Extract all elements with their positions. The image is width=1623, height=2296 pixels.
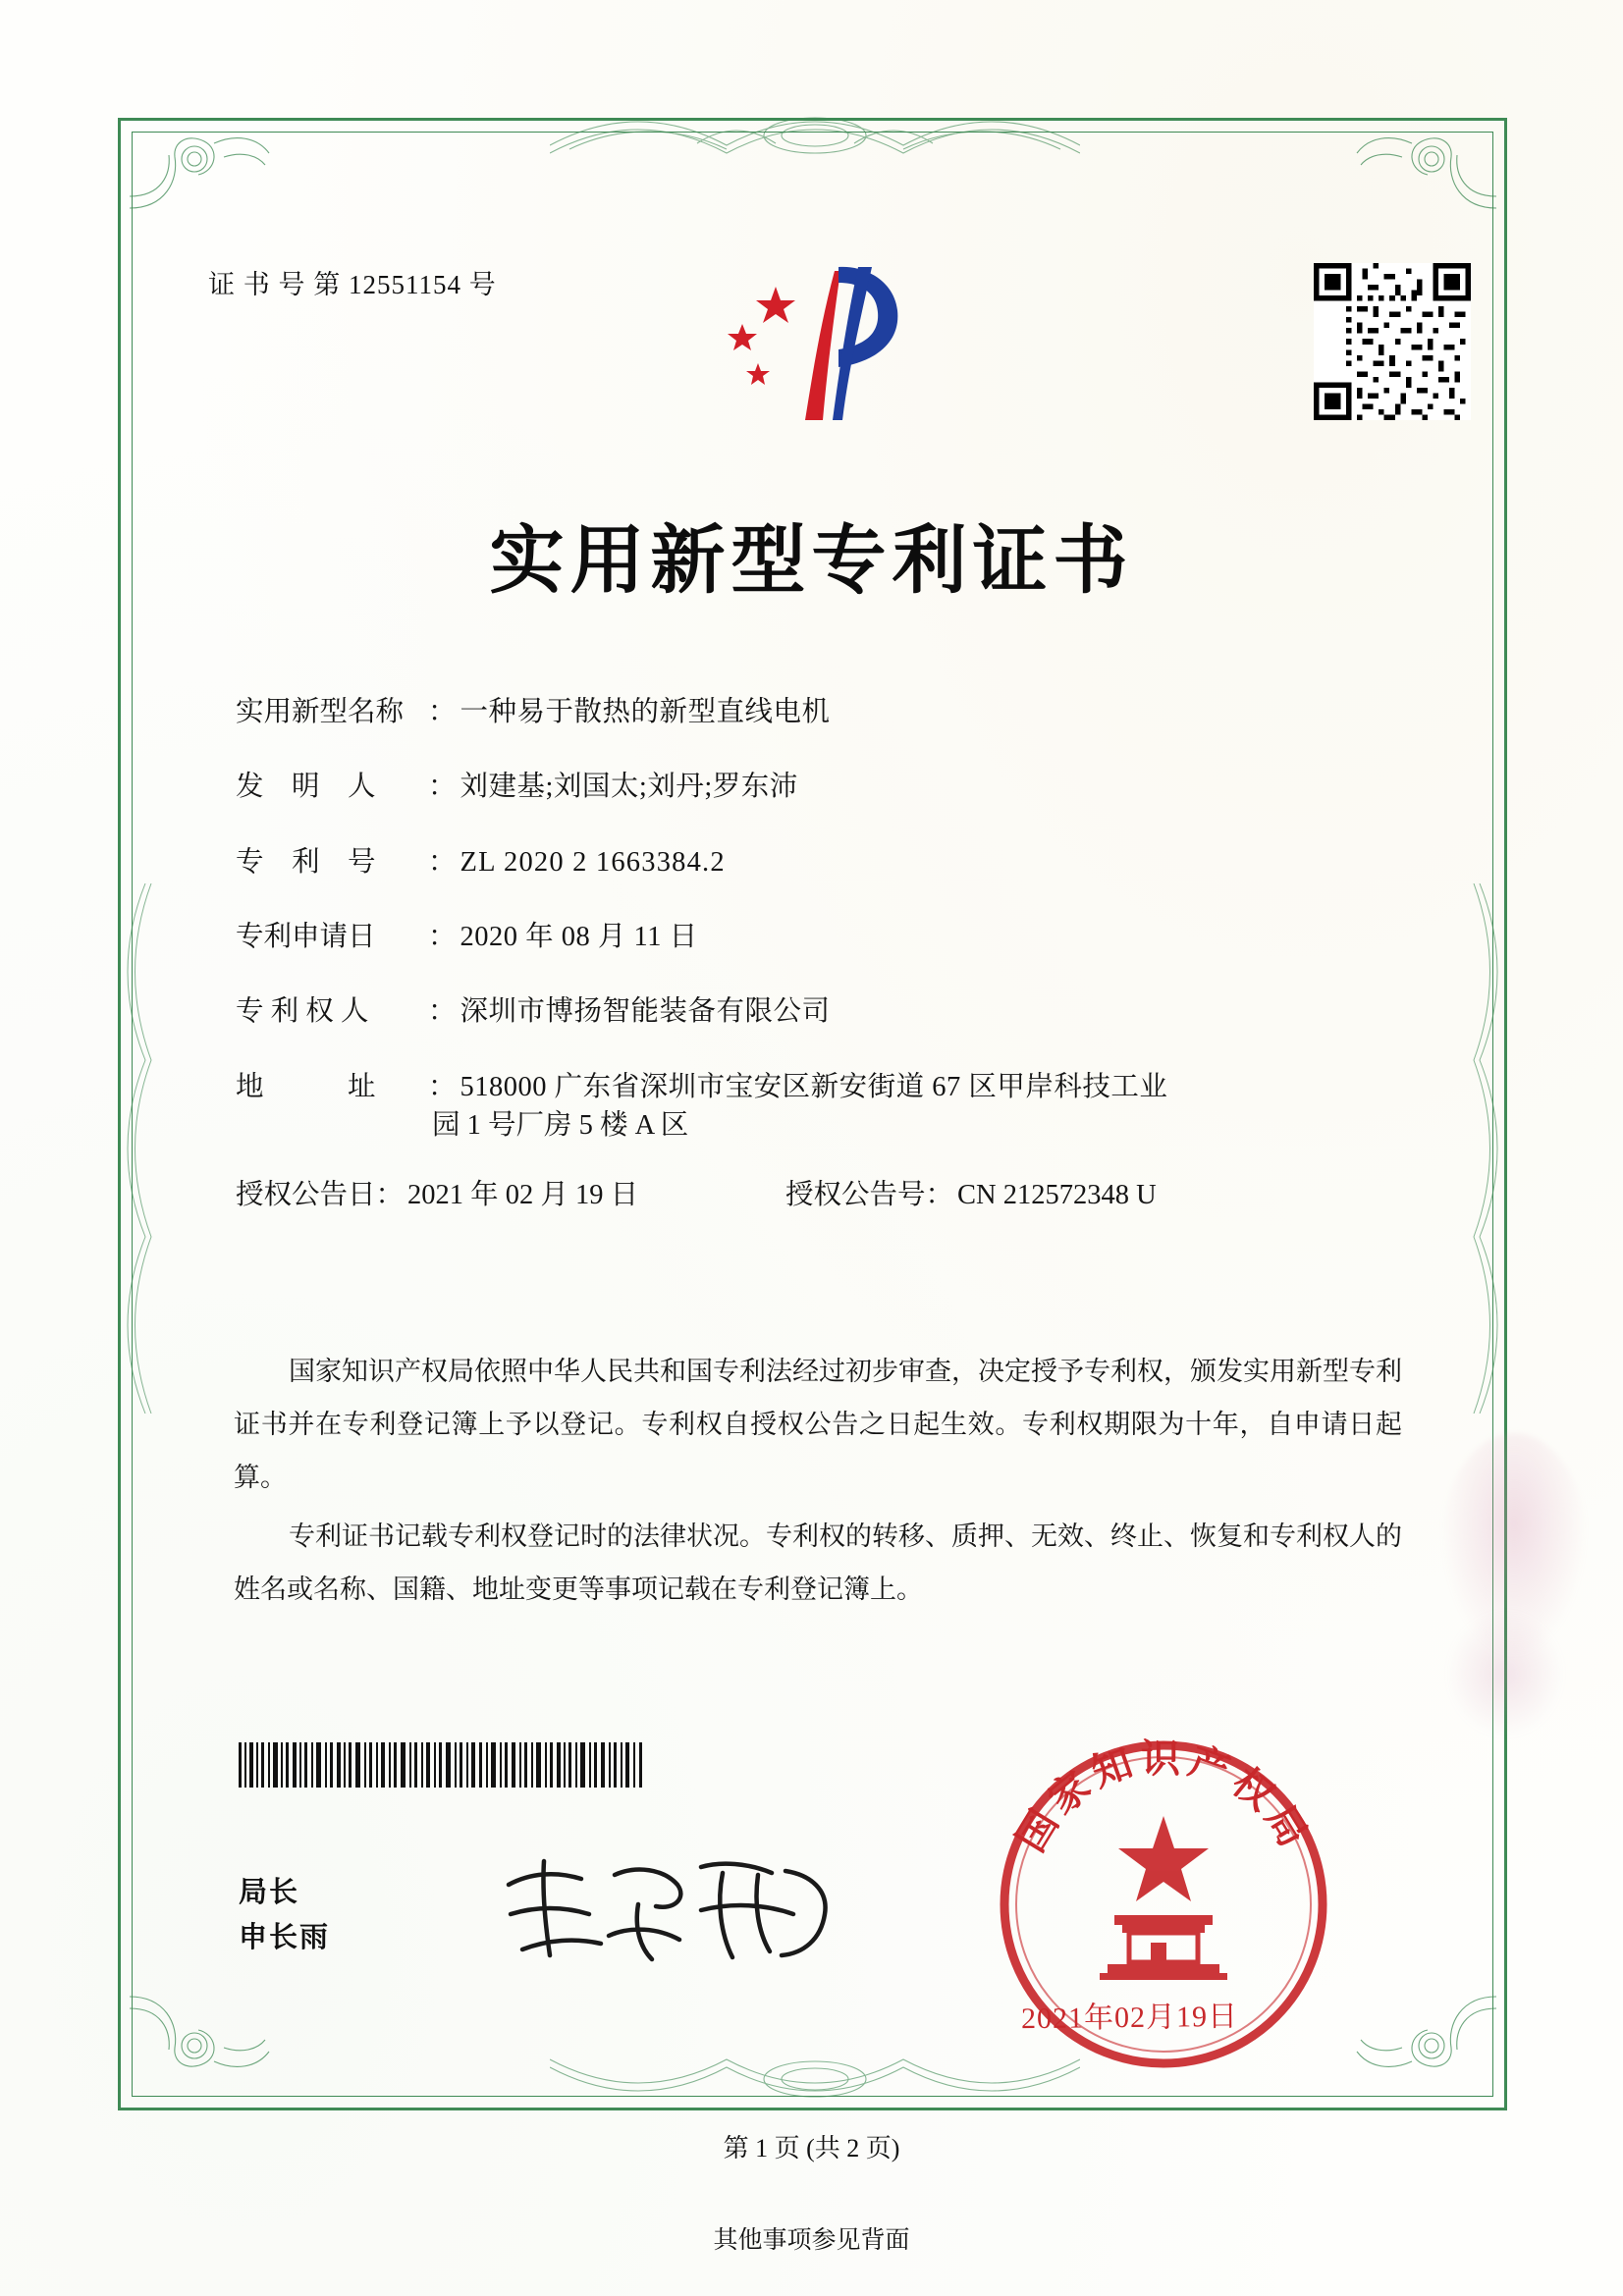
field-value: ZL 2020 2 1663384.2: [460, 846, 726, 878]
backside-note: 其他事项参见背面: [713, 2227, 910, 2254]
paragraph-grant-statement: 国家知识产权局依照中华人民共和国专利法经过初步审查，决定授予专利权，颁发实用新型专利证书并在专利登记簿上予以登记。专利权自授权公告之日起生效。专利权期限为十年，自申请日起算。: [234, 1357, 1402, 1492]
field-label: 专 利 号: [236, 846, 376, 878]
field-label: 授权公告号: [785, 1180, 926, 1211]
page-indicator: 第 1 页 (共 2 页): [723, 2134, 900, 2163]
field-grant-row: [236, 1180, 1394, 1210]
field-label: 授权公告日: [236, 1180, 376, 1211]
legal-text-block: [234, 1345, 1402, 1622]
field-colon: ：: [428, 1071, 457, 1102]
field-label: 专 利 权 人: [236, 996, 369, 1028]
field-colon: ：: [428, 922, 457, 953]
field-label: 实用新型名称: [236, 697, 405, 727]
field-list: [236, 697, 1394, 1251]
certificate-number: 证 书 号 第 12551154 号: [208, 270, 497, 299]
field-address: [236, 1072, 1394, 1102]
field-colon: ：: [428, 772, 457, 803]
director-role-label: 局长: [239, 1877, 300, 1908]
field-colon: ：: [428, 697, 457, 727]
field-label: 发 明 人: [236, 772, 376, 803]
field-value: 刘建基;刘国太;刘丹;罗东沛: [460, 772, 798, 803]
field-patentee: [236, 996, 1394, 1027]
field-grant-date: [236, 1180, 785, 1210]
field-value: 2021 年 02 月 19 日: [407, 1180, 639, 1211]
field-colon: ：: [428, 996, 457, 1028]
barcode: [239, 1742, 646, 1788]
page-title: 实用新型专利证书: [489, 516, 1134, 604]
field-application-date: [236, 922, 1394, 952]
field-value: 深圳市博扬智能装备有限公司: [460, 996, 831, 1028]
field-value: 518000 广东省深圳市宝安区新安街道 67 区甲岸科技工业: [460, 1071, 1168, 1102]
field-patent-number: [236, 847, 1394, 878]
field-value: 2020 年 08 月 11 日: [460, 922, 698, 953]
paragraph-registry-statement: 专利证书记载专利权登记时的法律状况。专利权的转移、质押、无效、终止、恢复和专利权人的姓名或名称、国籍、地址变更等事项记载在专利登记簿上。: [234, 1522, 1402, 1604]
field-inventors: [236, 772, 1394, 802]
field-label: 专利申请日: [236, 922, 376, 953]
field-address-line2: 园 1 号厂房 5 楼 A 区: [432, 1110, 689, 1142]
field-colon: ：: [428, 846, 457, 878]
director-name: 申长雨: [239, 1922, 331, 1953]
svg-text:国家知识产权局: 国家知识产权局: [1007, 1735, 1320, 1860]
cnipa-logo-icon: [715, 253, 921, 450]
field-colon: ：: [375, 1180, 405, 1211]
handwritten-signature: [491, 1845, 844, 1973]
field-grant-number: [785, 1180, 1157, 1210]
field-utility-model-name: [236, 697, 1394, 727]
field-colon: ：: [925, 1180, 954, 1211]
field-value: 一种易于散热的新型直线电机: [460, 697, 831, 727]
seal-date: 2021年02月19日: [1020, 2000, 1239, 2036]
qr-code: [1314, 263, 1471, 420]
signature-block: [239, 1870, 330, 1960]
field-label: 地 址: [236, 1071, 376, 1102]
field-value: CN 212572348 U: [957, 1180, 1157, 1211]
